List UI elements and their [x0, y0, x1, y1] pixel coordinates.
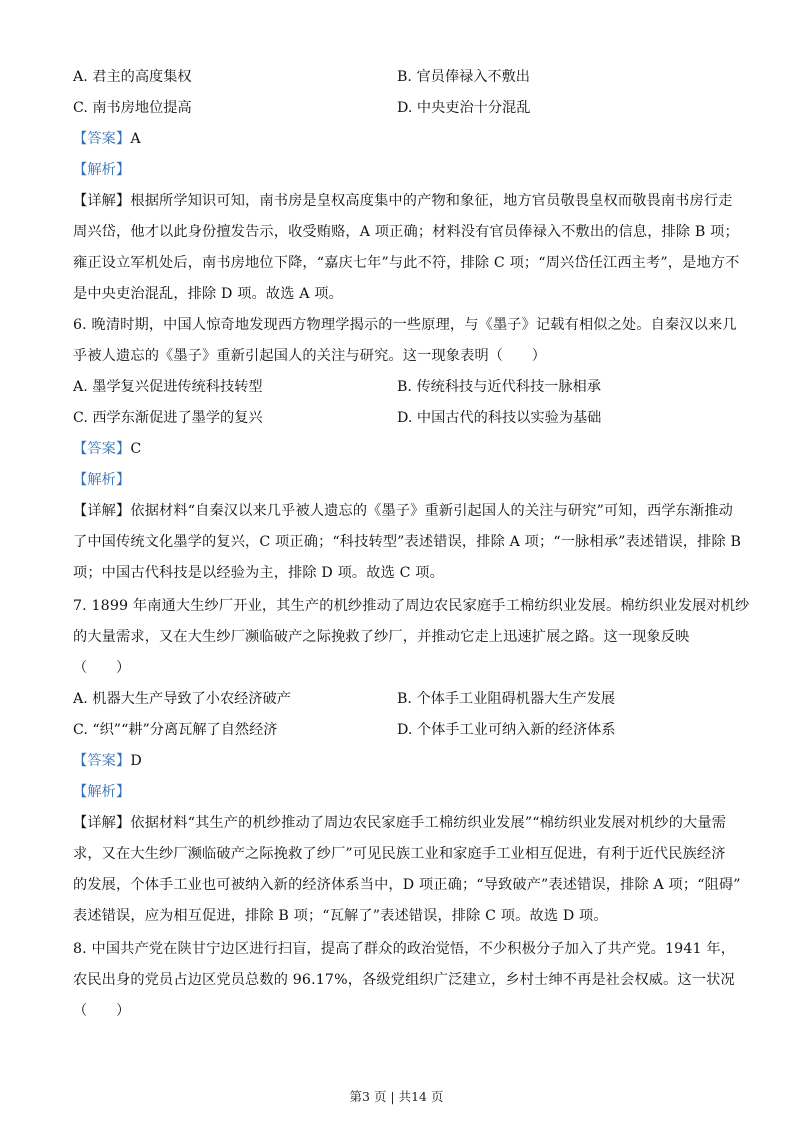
q6-detail-line-3: 项；中国古代科技是以经验为主，排除 D 项。故选 C 项。	[73, 565, 444, 581]
answer-value: A	[130, 131, 141, 147]
answer-value: C	[130, 441, 142, 457]
q7-detail-line-2: 求，又在大生纱厂濒临破产之际挽救了纱厂”可见民族工业和家庭手工业相互促进，有利于近代民族经济	[73, 846, 726, 862]
answer-tag: 【答案】	[73, 131, 131, 147]
q7-detail-line-1	[73, 813, 727, 833]
analysis-tag: 【解析】	[73, 784, 131, 800]
detail-text: 依据材料“自秦汉以来几乎被人遗忘的《墨子》重新引起国人的关注与研究”可知，西学东渐推动	[130, 503, 734, 519]
q6-analysis	[73, 470, 723, 490]
answer-tag: 【答案】	[73, 441, 131, 457]
q6-option-b: B. 传统科技与近代科技一脉相承	[397, 379, 601, 395]
q6-stem-line-2: 乎被人遗忘的《墨子》重新引起国人的关注与研究。这一现象表明（ ）	[73, 348, 547, 364]
q7-stem-line-2: 的大量需求，又在大生纱厂濒临破产之际挽救了纱厂，并推动它走上迅速扩展之路。这一现象反映	[73, 629, 690, 645]
answer-value: D	[130, 753, 142, 769]
answer-tag: 【答案】	[73, 753, 131, 769]
detail-text: 依据材料“其生产的机纱推动了周边农民家庭手工棉纺织业发展”“棉纺织业发展对机纱的大量需	[130, 815, 727, 831]
analysis-tag: 【解析】	[73, 472, 131, 488]
q5-detail-line-4: 是中央吏治混乱，排除 D 项。故选 A 项。	[73, 286, 343, 302]
page-footer: 第3 页 | 共14 页	[349, 1089, 444, 1104]
q6-detail-line-2: 了中国传统文化墨学的复兴，C 项正确；“科技转型”表述错误，排除 A 项；“一脉相承”表述错误，排除 B	[73, 534, 742, 550]
detail-tag: 【详解】	[73, 503, 131, 519]
q8-stem-line-1: 8. 中国共产党在陕甘宁边区进行扫盲，提高了群众的政治觉悟，不少积极分子加入了共产党。1941 年，	[73, 941, 736, 957]
q5-option-c: C. 南书房地位提高	[73, 100, 192, 116]
q7-stem-line-3: （ ）	[73, 660, 131, 676]
q8-stem-line-2: 农民出身的党员占边区党员总数的 96.17%，各级党组织广泛建立，乡村士绅不再是社会权威。这一状况	[73, 972, 735, 988]
q5-answer	[73, 129, 723, 149]
analysis-tag: 【解析】	[73, 162, 131, 178]
q7-detail-line-4: 表述错误，应为相互促进，排除 B 项；“瓦解了”表述错误，排除 C 项。故选 D 项。	[73, 908, 608, 924]
q7-option-a: A. 机器大生产导致了小农经济破产	[73, 691, 291, 707]
q8-stem-line-3: （ ）	[73, 1003, 131, 1019]
q6-option-c: C. 西学东渐促进了墨学的复兴	[73, 410, 263, 426]
q7-stem-line-1: 7. 1899 年南通大生纱厂开业，其生产的机纱推动了周边农民家庭手工棉纺织业发展。棉纺织业发展对机纱	[73, 598, 750, 614]
q6-option-d: D. 中国古代的科技以实验为基础	[397, 410, 602, 426]
detail-text: 根据所学知识可知，南书房是皇权高度集中的产物和象征，地方官员敬畏皇权而敬畏南书房行走	[130, 193, 733, 209]
q7-option-b: B. 个体手工业阻碍机器大生产发展	[397, 691, 616, 707]
q5-option-d: D. 中央吏治十分混乱	[397, 100, 531, 116]
q5-option-b: B. 官员俸禄入不敷出	[397, 69, 530, 85]
q5-option-a: A. 君主的高度集权	[73, 69, 192, 85]
q7-analysis	[73, 782, 723, 802]
q6-stem-line-1: 6. 晚清时期，中国人惊奇地发现西方物理学揭示的一些原理，与《墨子》记载有相似之处。自秦汉以来几	[73, 317, 737, 333]
q7-option-d: D. 个体手工业可纳入新的经济体系	[397, 722, 616, 738]
q5-detail-line-2: 周兴岱，他才以此身份擅发告示，收受贿赂，A 项正确；材料没有官员俸禄入不敷出的信息，排除 B 项；	[73, 224, 739, 240]
q6-detail-line-1	[73, 501, 734, 521]
q6-answer	[73, 439, 723, 459]
detail-tag: 【详解】	[73, 193, 131, 209]
q7-detail-line-3: 的发展，个体手工业也可被纳入新的经济体系当中，D 项正确；“导致破产”表述错误，排除 A 项；“阻碍”	[73, 877, 741, 893]
detail-tag: 【详解】	[73, 815, 131, 831]
q5-analysis	[73, 160, 723, 180]
q7-option-c: C. “织”“耕”分离瓦解了自然经济	[73, 722, 278, 738]
q6-option-a: A. 墨学复兴促进传统科技转型	[73, 379, 263, 395]
q5-detail-line-3: 雍正设立军机处后，南书房地位下降，“嘉庆七年”与此不符，排除 C 项；“周兴岱任江西主考”，是地方不	[73, 255, 740, 271]
q7-answer	[73, 751, 723, 771]
q5-detail-line-1	[73, 191, 733, 211]
